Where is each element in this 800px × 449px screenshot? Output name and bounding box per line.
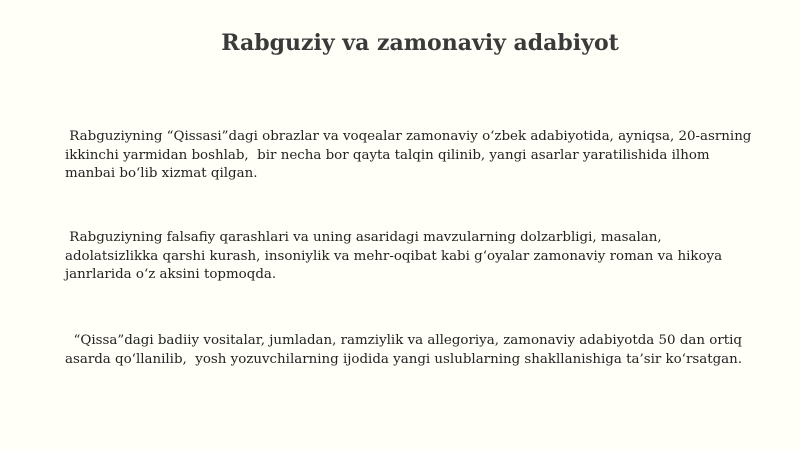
paragraph-2: Rabguziyning falsafiy qarashlari va uning asaridagi mavzularning dolzarbligi, masalan, adolatsizlikka qarshi kurash, insoniylik va mehr-oqibat kabi g‘oyalar zamonaviy roman va hikoya janrlarida o‘z aksini topmoqda.: [65, 230, 727, 282]
paragraph-1: Rabguziyning “Qissasi”dagi obrazlar va voqealar zamonaviy o‘zbek adabiyotida, ayniqsa, 20-asrning ikkinchi yarmidan boshlab, bir necha bor qayta talqin qilinib, yangi asarlar yaratilishida ilhom manbai bo‘lib xizmat qilgan.: [65, 129, 756, 181]
slide-title: Rabguziy va zamonaviy adabiyot: [221, 30, 619, 56]
paragraph-3: “Qissa”dagi badiiy vositalar, jumladan, ramziylik va allegoriya, zamonaviy adabiyotda 50 dan ortiq asarda qo‘llanilib, yosh yozuvchilarning ijodida yangi uslublarning shakllanishiga ta’sir ko‘rsatgan.: [65, 333, 747, 367]
